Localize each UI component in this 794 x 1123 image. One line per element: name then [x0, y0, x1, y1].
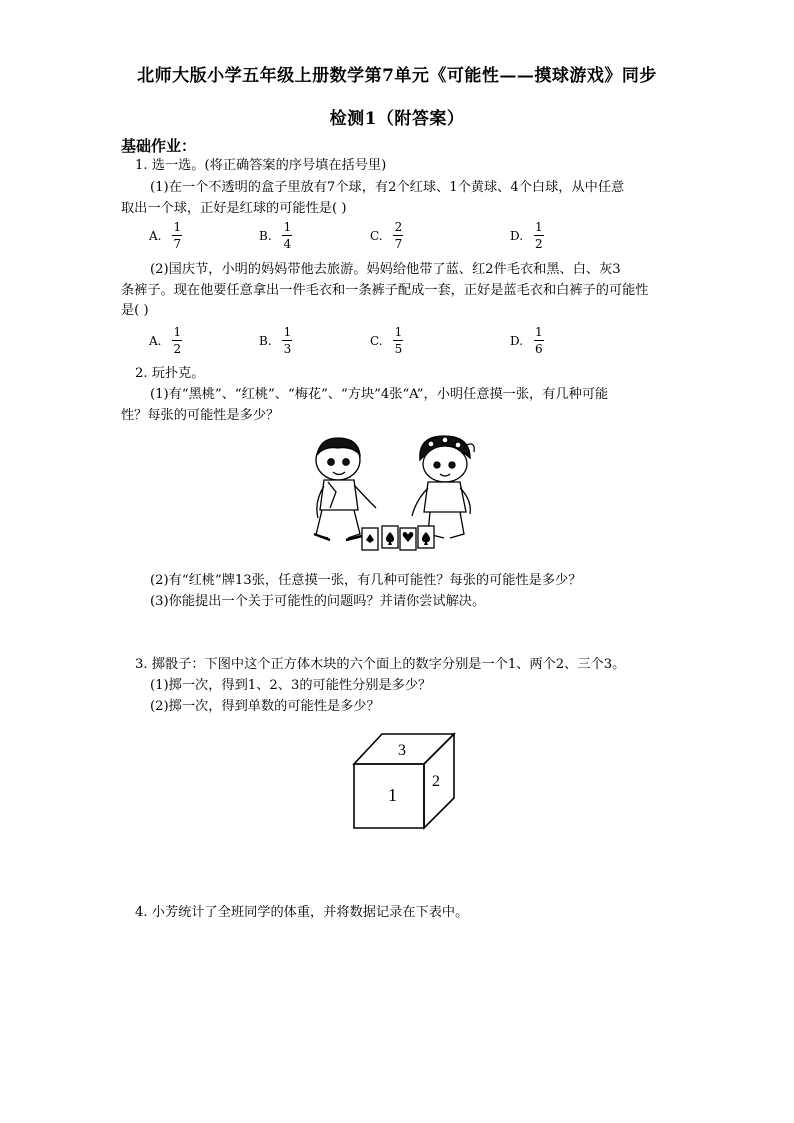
- doc-title-line2: 检测1（附答案）: [329, 109, 465, 129]
- q1-p2-option-d: [510, 325, 545, 356]
- q3-p2: (2)掷一次，得到单数的可能性是多少？: [150, 699, 380, 714]
- q1-p2-option-c: [370, 325, 404, 356]
- q1-p1-option-c: [370, 220, 404, 251]
- doc-title-line1: 北师大版小学五年级上册数学第7单元《可能性——摸球游戏》同步: [137, 66, 657, 86]
- girl-figure: [412, 436, 474, 538]
- option-fraction: $\frac{2}{7}$: [394, 220, 403, 251]
- q1-p1-option-d: [510, 220, 545, 251]
- option-label: B.: [259, 228, 272, 243]
- q1-p1-line1: (1)在一个不透明的盒子里放有7个球，有2个红球、1个黄球、4个白球，从中任意: [150, 180, 625, 195]
- cube-top-number: 3: [398, 742, 406, 759]
- option-fraction: $\frac{1}{2}$: [535, 220, 543, 251]
- option-label: D.: [510, 333, 524, 348]
- q3-p1: (1)掷一次，得到1、2、3的可能性分别是多少？: [150, 678, 432, 693]
- option-fraction: $\frac{1}{3}$: [283, 325, 292, 356]
- q1-heading: 1. 选一选。(将正确答案的序号填在括号里): [135, 158, 387, 173]
- q4-heading: 4. 小芳统计了全班同学的体重，并将数据记录在下表中。: [135, 905, 469, 920]
- q2-p1-line2: 性？每张的可能性是多少？: [121, 408, 280, 423]
- option-label: A.: [149, 333, 162, 348]
- q3-heading: 3. 掷骰子：下图中这个正方体木块的六个面上的数字分别是一个1、两个2、三个3。: [135, 657, 626, 672]
- q1-p2-line3: 是( ): [121, 303, 149, 318]
- q1-p2-line2: 条裤子。现在他要任意拿出一件毛衣和一条裤子配成一套，正好是蓝毛衣和白裤子的可能性: [121, 283, 649, 298]
- option-fraction: $\frac{1}{4}$: [283, 220, 292, 251]
- option-fraction: $\frac{1}{5}$: [394, 325, 403, 356]
- boy-figure: [314, 438, 376, 540]
- cube-front-number: 1: [388, 785, 397, 805]
- q1-p2-option-a: [149, 325, 183, 356]
- q1-p2-line1: (2)国庆节，小明的妈妈带他去旅游。妈妈给他带了蓝、红2件毛衣和黑、白、灰3: [150, 262, 621, 277]
- option-label: A.: [149, 228, 162, 243]
- number-cube: [350, 728, 460, 830]
- option-fraction: $\frac{1}{2}$: [173, 325, 182, 356]
- kids-cards-illustration: [300, 430, 500, 560]
- q1-p1-option-b: [259, 220, 293, 251]
- q2-p2: (2)有“红桃”牌13张，任意摸一张，有几种可能性？每张的可能性是多少？: [150, 573, 582, 588]
- q1-p2-option-b: [259, 325, 293, 356]
- cube-side-number: 2: [432, 773, 440, 790]
- q2-p1-line1: (1)有“黑桃”、“红桃”、“梅花”、“方块”4张“A”，小明任意摸一张，有几种可能: [150, 387, 609, 402]
- section-heading: 基础作业：: [121, 137, 197, 155]
- option-fraction: $\frac{1}{6}$: [535, 325, 543, 356]
- option-label: C.: [370, 333, 383, 348]
- q2-p3: (3)你能提出一个关于可能性的问题吗？并请你尝试解决。: [150, 594, 486, 609]
- option-label: D.: [510, 228, 524, 243]
- q1-p1-option-a: [149, 220, 183, 251]
- q2-heading: 2. 玩扑克。: [135, 366, 205, 381]
- q1-p1-line2: 取出一个球，正好是红球的可能性是( ): [121, 201, 347, 216]
- option-label: C.: [370, 228, 383, 243]
- option-label: B.: [259, 333, 272, 348]
- option-fraction: $\frac{1}{7}$: [173, 220, 182, 251]
